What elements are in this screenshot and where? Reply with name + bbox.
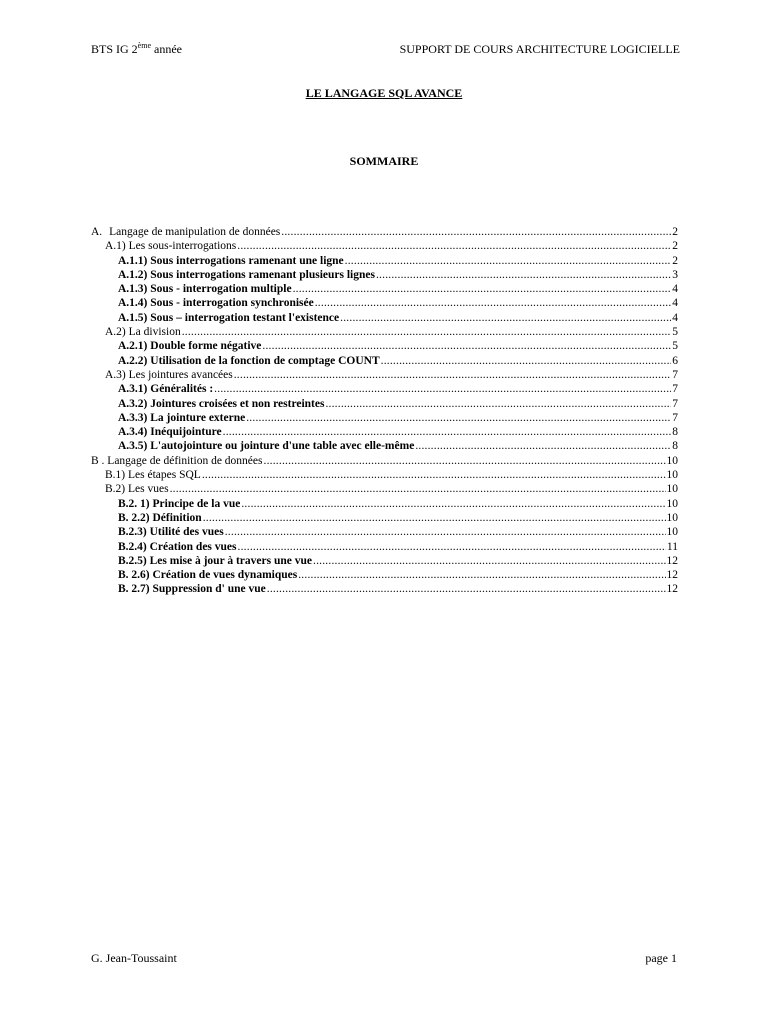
toc-leader [340,311,671,325]
toc-entry-page: 2 [672,240,678,253]
toc-entry-page: 10 [666,511,678,524]
toc-leader [241,497,665,511]
toc-entry-label: A.2.2) Utilisation de la fonction de comptage COUNT [118,354,380,367]
toc-entry-page: 7 [672,397,678,410]
toc-entry[interactable] [91,525,678,539]
toc-entry-label: B.2.4) Création des vues [118,540,237,553]
toc-leader [298,568,665,582]
toc-entry-page: 12 [666,554,678,567]
footer-author: G. Jean-Toussaint [91,951,177,965]
toc-leader [223,425,672,439]
toc-entry-label: B.2) Les vues [105,483,169,496]
toc-entry[interactable] [91,239,678,253]
toc-entry-page: 7 [672,383,678,396]
toc-entry-label: B.1) Les étapes SQL [105,469,201,482]
toc-entry-label: A.1.4) Sous - interrogation synchronisée [118,297,314,310]
toc-leader [237,239,671,253]
toc-entry[interactable] [91,339,678,353]
toc-entry-label: A.3.4) Inéquijointure [118,426,222,439]
toc-entry[interactable] [91,296,678,310]
toc-entry-page: 4 [672,297,678,310]
toc-entry-page: 11 [666,540,678,553]
toc-entry-page: 5 [672,326,678,339]
toc-entry-label: B. 2.7) Suppression d' une vue [118,583,266,596]
toc-leader [293,282,672,296]
toc-entry-label: A.2) La division [105,326,181,339]
toc-entry-page: 12 [666,569,678,582]
document-title: LE LANGAGE SQL AVANCE [305,86,463,100]
toc-entry-page: 10 [666,483,678,496]
toc-entry[interactable] [91,568,678,582]
toc-entry-page: 2 [672,254,678,267]
toc-entry[interactable] [91,225,678,239]
toc-entry[interactable] [91,554,678,568]
table-of-contents [91,225,678,597]
toc-entry[interactable] [91,382,678,396]
toc-leader [281,225,671,239]
toc-entry-label: A.3.5) L'autojointure ou jointure d'une table avec elle-même [118,440,415,453]
toc-entry[interactable] [91,397,678,411]
toc-entry-page: 6 [672,354,678,367]
toc-entry-page: 4 [672,311,678,324]
toc-entry-label: A.3.1) Généralités : [118,383,214,396]
toc-leader [238,540,666,554]
toc-entry-label: A.3) Les jointures avancées [105,368,233,381]
toc-entry-label: B. 2.2) Définition [118,511,202,524]
toc-entry-page: 8 [672,440,678,453]
header-left [91,42,182,57]
toc-leader [381,354,672,368]
toc-entry-page: 10 [666,497,678,510]
toc-leader [315,296,672,310]
toc-entry-page: 2 [672,226,678,238]
toc-entry[interactable] [91,497,678,511]
toc-entry[interactable] [91,411,678,425]
header-right: SUPPORT DE COURS ARCHITECTURE LOGICIELLE [399,42,680,56]
toc-entry-label: A.1) Les sous-interrogations [105,240,237,253]
header-course-sup: ème [137,41,151,50]
toc-entry-page: 8 [672,426,678,439]
toc-leader [313,554,666,568]
toc-leader [415,439,671,453]
toc-entry-label: A.3.2) Jointures croisées et non restreintes [118,397,325,410]
toc-entry-page: 3 [672,268,678,281]
toc-entry[interactable] [91,425,678,439]
toc-leader [225,525,666,539]
toc-entry[interactable] [91,439,678,453]
toc-entry-label: A.1.2) Sous interrogations ramenant plusieurs lignes [118,268,375,281]
toc-entry-page: 7 [672,411,678,424]
toc-entry[interactable] [91,254,678,268]
toc-entry-page: 7 [672,368,678,381]
toc-entry-page: 10 [666,454,678,467]
toc-entry-label: B.2. 1) Principe de la vue [118,497,241,510]
toc-entry[interactable] [91,540,678,554]
toc-entry[interactable] [91,511,678,525]
header-course-suffix: année [151,42,182,56]
toc-entry-page: 12 [666,583,678,596]
toc-entry-label: B. 2.6) Création de vues dynamiques [118,569,298,582]
toc-entry[interactable] [91,354,678,368]
header-course: BTS IG 2 [91,42,138,56]
toc-entry-label: A.1.5) Sous – interrogation testant l'existence [118,311,340,324]
toc-entry-label: A.1.1) Sous interrogations ramenant une ligne [118,254,344,267]
toc-leader [203,511,666,525]
toc-entry[interactable] [91,454,678,468]
toc-entry[interactable] [91,368,678,382]
toc-heading: SOMMAIRE [349,154,419,168]
toc-entry-page: 10 [666,526,678,539]
toc-entry-page: 4 [672,283,678,296]
toc-leader [345,254,672,268]
toc-entry[interactable] [91,311,678,325]
toc-leader [376,268,671,282]
toc-leader [262,339,671,353]
toc-entry-label: A.2.1) Double forme négative [118,340,262,353]
toc-entry-page: 10 [666,469,678,482]
toc-entry[interactable] [91,282,678,296]
toc-entry-label: A.1.3) Sous - interrogation multiple [118,283,292,296]
toc-entry-page: 5 [672,340,678,353]
toc-entry[interactable] [91,325,678,339]
toc-leader [267,582,666,596]
toc-entry-label: B.2.5) Les mise à jour à travers une vue [118,554,312,567]
toc-entry-number: A. [91,226,103,238]
toc-entry[interactable] [91,268,678,282]
toc-entry[interactable] [91,468,678,482]
toc-entry[interactable] [91,582,678,596]
toc-entry-label: Langage de manipulation de données [109,226,281,238]
toc-leader [202,468,666,482]
toc-leader [182,325,672,339]
toc-leader [214,382,671,396]
toc-entry-label: A.3.3) La jointure externe [118,411,246,424]
toc-entry-label: B . Langage de définition de données [91,454,263,467]
toc-entry-label: B.2.3) Utilité des vues [118,526,224,539]
toc-entry[interactable] [91,482,678,496]
footer-page-number: page 1 [645,951,677,965]
toc-leader [170,482,666,496]
toc-leader [246,411,671,425]
toc-leader [325,397,671,411]
toc-leader [234,368,672,382]
toc-leader [264,454,666,468]
